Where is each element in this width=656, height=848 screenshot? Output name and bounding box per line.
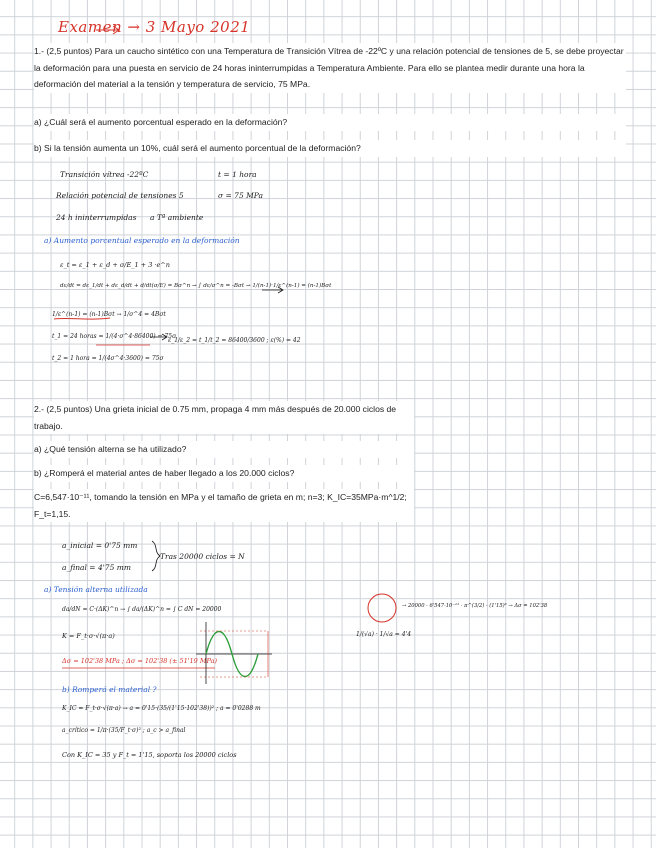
- page-title: Examen → 3 Mayo 2021: [58, 18, 251, 36]
- note-p1-eq6: ε_1/ε_2 = t_1/t_2 = 86400/3600 ; ε(%) = 42: [168, 337, 301, 344]
- note-p2-a-initial: a_inicial = 0'75 mm: [62, 541, 138, 550]
- problem2-statement: 2.- (2,5 puntos) Una grieta inicial de 0.75 mm, propaga 4 mm más después de 20.000 ciclos de trabajo.: [34, 401, 414, 434]
- note-p1-eq4: t_1 = 24 horas = 1/(4·σ^4·86400) = 75σ: [52, 333, 177, 340]
- note-p2-eq4: K_IC = F_t·σ·√(π·a) → a = 0'15·(35/(1'15·102'38))² ; a = 0'0288 m: [62, 705, 261, 712]
- problem1-question-b: b) Si la tensión aumenta un 10%, cuál será el aumento porcentual de la deformación?: [34, 140, 626, 157]
- note-p1-line3-left: 24 h ininterrumpidas: [56, 213, 137, 222]
- note-p2-eq-right: → 20000 · 6'547·10⁻¹¹ · π^(3/2) · (1'15)³ → Δσ = 102'38: [402, 603, 548, 609]
- note-p2-section-a: a) Tensión alterna utilizada: [44, 585, 148, 594]
- note-p1-section-a: a) Aumento porcentual esperado en la deformación: [44, 236, 240, 245]
- note-p1-eq3: 1/ε^(n-1) = (n-1)Bσt → 1/σ^4 = 4Bσt: [52, 311, 166, 318]
- note-p1-line3-right: a Tª ambiente: [150, 213, 204, 222]
- stress-sine-graph: [196, 622, 272, 684]
- note-p1-line1-right: t = 1 hora: [218, 170, 257, 179]
- brace-icon: [152, 541, 160, 571]
- note-p1-eq1: ε_t = ε_1 + ε_d + σ/E_1 + 3 ·e^n: [60, 261, 170, 269]
- problem2-question-a: a) ¿Qué tensión alterna se ha utilizado?: [34, 441, 414, 458]
- red-underline: [54, 318, 110, 319]
- arrow-icon: [150, 334, 167, 340]
- note-p2-cycles: Tras 20000 ciclos = N: [160, 552, 245, 561]
- note-p2-eq2: K = F_t·σ·√(π·a): [62, 632, 115, 640]
- note-p2-eq5: a_crítico = 1/π·(35/F_t·σ)² ; a_c > a_final: [62, 727, 186, 734]
- note-p1-eq2: dε/dt = dε_1/dt + dε_d/dt + d/dt(σ/E) = Bσ^n → ∫ dε/σ^n = -Bσt → 1/(n-1)·1/ε^(n-1) = (n-1)Bσt: [60, 283, 332, 289]
- note-p1-eq5: t_2 = 1 hora = 1/(4σ^4·3600) = 75σ: [52, 355, 164, 362]
- circle-mark: [368, 594, 396, 622]
- problem1-statement: 1.- (2,5 puntos) Para un caucho sintético con una Temperatura de Transición Vítrea de -22ºC y una relación potencial de tensiones de 5, se debe proyectar la deformación para una puesta en servicio de 24 horas ininterrumpidas a Temperatura Ambiente. Para ello se plantea medir durante una hora la deformación del material a la tensión y temperatura de servicio, 75 MPa.: [34, 43, 626, 93]
- problem1-question-a: a) ¿Cuál será el aumento porcentual esperado en la deformación?: [34, 114, 626, 131]
- note-p2-eq3: Δσ = 102'38 MPa ; Δσ = 102'38 (± 51'19 MPa): [62, 657, 218, 665]
- note-p2-section-b: b) Romperá el material ?: [62, 685, 157, 694]
- note-p2-eq-small: 1/(√a) · 1/√a = 4'4: [356, 631, 412, 638]
- problem2-question-b: b) ¿Romperá el material antes de haber llegado a los 20.000 ciclos?: [34, 465, 414, 482]
- problem2-data: C=6,547·10⁻¹¹, tomando la tensión en MPa y el tamaño de grieta en m; n=3; K_IC=35MPa·m^1/2; F_t=1,15.: [34, 489, 414, 522]
- note-p1-line2-right: σ = 75 MPa: [218, 191, 263, 200]
- note-p2-eq1: da/dN = C·(ΔK)^n → ∫ da/(ΔK)^n = ∫ C dN = 20000: [62, 606, 222, 613]
- note-p1-line1-left: Transición vítrea -22ºC: [60, 170, 149, 179]
- arrow-icon: [262, 287, 283, 293]
- note-p1-line2-left: Relación potencial de tensiones 5: [56, 191, 184, 200]
- note-p2-eq6: Con K_IC = 35 y F_t = 1'15, soporta los 20000 ciclos: [62, 751, 237, 759]
- header-arrow-icon: [96, 26, 119, 34]
- note-p2-a-final: a_final = 4'75 mm: [62, 563, 131, 572]
